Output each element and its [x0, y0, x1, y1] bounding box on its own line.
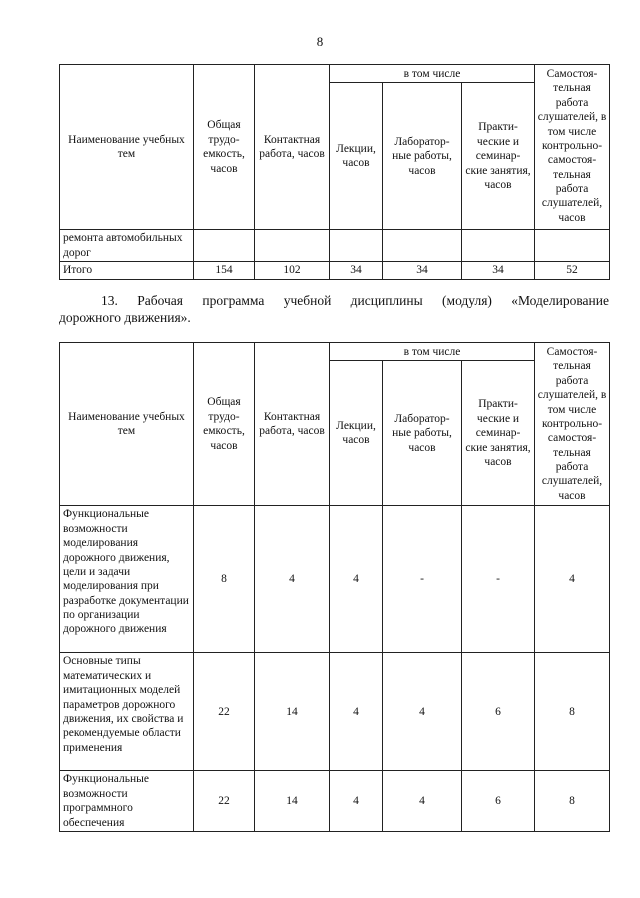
- section-heading: [59, 292, 609, 327]
- header-labs: Лаборатор- ные работы, часов: [383, 83, 462, 230]
- header-lectures: Лекции, часов: [330, 83, 383, 230]
- row-total: 22: [194, 653, 255, 771]
- page-number: 8: [316, 34, 324, 49]
- table-row: [60, 506, 610, 653]
- header-self: Самостоя- тельная работа слушателей, в том числе контрольно- самостоя- тельная работа слушателей, часов: [535, 65, 610, 230]
- header-contact: Контактная работа, часов: [255, 65, 330, 230]
- header-lectures: Лекции, часов: [330, 361, 383, 506]
- row-self: 8: [535, 771, 610, 832]
- row-labs: 4: [383, 771, 462, 832]
- header-including: в том числе: [330, 65, 535, 83]
- header-labs: Лаборатор- ные работы, часов: [383, 361, 462, 506]
- row-contact: [255, 230, 330, 262]
- row-lectures: 34: [330, 262, 383, 279]
- row-contact: 14: [255, 653, 330, 771]
- row-total: 8: [194, 506, 255, 653]
- header-self: Самостоя- тельная работа слушателей, в том числе контрольно- самостоя- тельная работа слушателей, часов: [535, 343, 610, 506]
- section-heading-line1: 13. Рабочая программа учебной дисциплины (модуля) «Моделирование: [101, 293, 609, 308]
- row-name: Функциональные возможности программного обеспечения: [60, 771, 194, 832]
- row-self: 8: [535, 653, 610, 771]
- row-practice: 6: [462, 653, 535, 771]
- row-practice: 34: [462, 262, 535, 279]
- row-lectures: 4: [330, 771, 383, 832]
- curriculum-table-modeling: [59, 342, 610, 832]
- row-labs: [383, 230, 462, 262]
- table-row-total: [60, 262, 610, 279]
- section-heading-line2: дорожного движения».: [59, 310, 191, 326]
- row-name: Основные типы математических и имитационных моделей параметров дорожного движения, их свойства и рекомендуемые области применения: [60, 653, 194, 771]
- header-including: в том числе: [330, 343, 535, 361]
- header-practice: Практи- ческие и семинар- ские занятия, часов: [462, 361, 535, 506]
- row-total: 154: [194, 262, 255, 279]
- row-self: 52: [535, 262, 610, 279]
- row-total: 22: [194, 771, 255, 832]
- header-total: Общая трудо- емкость, часов: [194, 343, 255, 506]
- row-contact: 14: [255, 771, 330, 832]
- row-practice: 6: [462, 771, 535, 832]
- table-row: [60, 230, 610, 262]
- row-contact: 102: [255, 262, 330, 279]
- row-labs: -: [383, 506, 462, 653]
- table-row: [60, 653, 610, 771]
- header-contact: Контактная работа, часов: [255, 343, 330, 506]
- row-total: [194, 230, 255, 262]
- curriculum-table-continuation: [59, 64, 610, 280]
- table-row: [60, 771, 610, 832]
- row-lectures: [330, 230, 383, 262]
- header-total: Общая трудо- емкость, часов: [194, 65, 255, 230]
- header-name: Наименование учебных тем: [60, 343, 194, 506]
- row-labs: 34: [383, 262, 462, 279]
- row-lectures: 4: [330, 653, 383, 771]
- row-name: ремонта автомобильных дорог: [60, 230, 194, 262]
- row-name: Функциональные возможности моделирования дорожного движения, цели и задачи моделирования при разработке документации по организации дорожного движения: [60, 506, 194, 653]
- header-name: Наименование учебных тем: [60, 65, 194, 230]
- row-contact: 4: [255, 506, 330, 653]
- row-lectures: 4: [330, 506, 383, 653]
- row-practice: -: [462, 506, 535, 653]
- row-practice: [462, 230, 535, 262]
- row-self: [535, 230, 610, 262]
- row-labs: 4: [383, 653, 462, 771]
- header-practice: Практи- ческие и семинар- ские занятия, часов: [462, 83, 535, 230]
- row-self: 4: [535, 506, 610, 653]
- row-name: Итого: [60, 262, 194, 279]
